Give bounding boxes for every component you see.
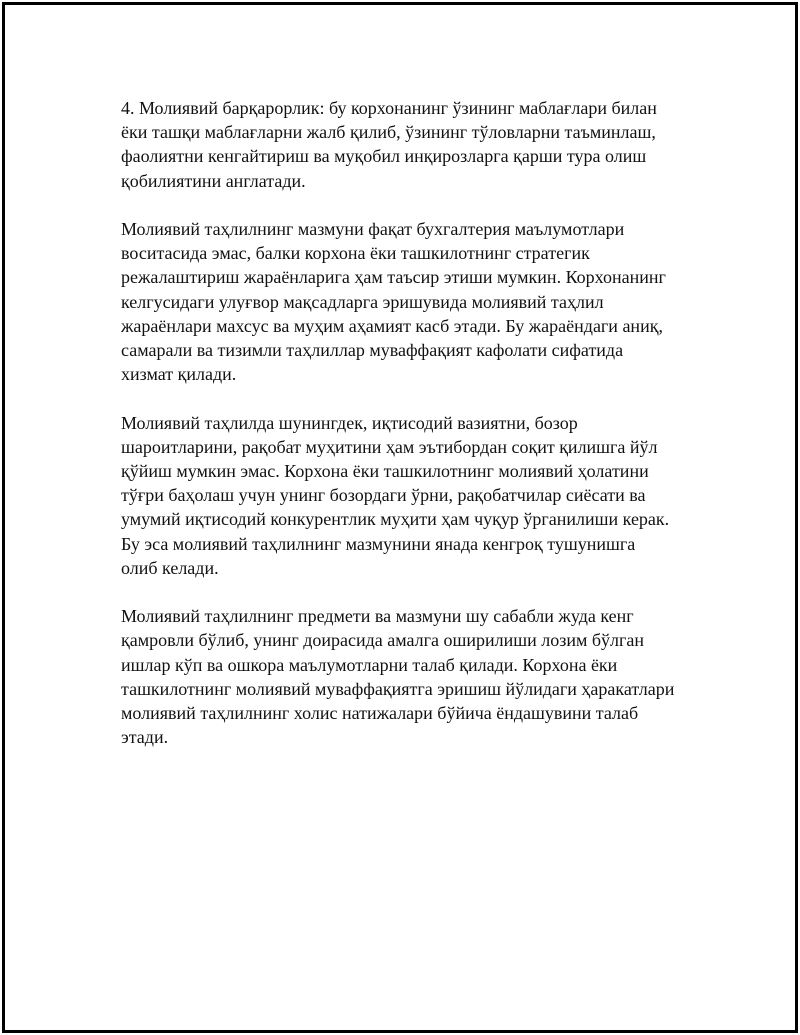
- text-line: режалаштириш жараёнларига ҳам таъсир этиши мумкин. Корхонанинг: [121, 267, 666, 288]
- text-line: Молиявий таҳлилнинг мазмуни фақат бухгалтерия маълумотлари: [121, 219, 625, 239]
- text-line: олиб келади.: [121, 557, 219, 578]
- text-line: келгусидаги улуғвор мақсадларга эришувида молиявий таҳлил: [121, 291, 604, 312]
- text-line: Бу эса молиявий таҳлилнинг мазмунини янада кенгроқ тушунишга: [121, 533, 636, 554]
- paragraph-analysis-subject: [121, 604, 701, 749]
- paragraph-analysis-content: [121, 217, 701, 386]
- text-line: молиявий таҳлилнинг холис натижалари бўйича ёндашувини талаб: [121, 703, 639, 724]
- text-line: ташкилотнинг молиявий муваффақиятга эришиш йўлидаги ҳаракатлари: [121, 678, 675, 699]
- text-line: Молиявий таҳлилда шунингдек, иқтисодий вазиятни, бозор: [121, 412, 578, 433]
- document-body: [121, 96, 701, 774]
- text-line: қобилиятини англатади.: [121, 170, 306, 191]
- text-line: жараёнлари махсус ва муҳим аҳамият касб этади. Бу жараёндаги аниқ,: [121, 315, 663, 336]
- text-line: этади.: [121, 727, 169, 748]
- text-line: шароитларини, рақобат муҳитини ҳам эътибордан соқит қилишга йўл: [121, 436, 658, 457]
- text-line: умумий иқтисодий конкурентлик муҳити ҳам чуқур ўрганилиши керак.: [121, 509, 670, 530]
- text-line: воситасида эмас, балки корхона ёки ташкилотнинг стратегик: [121, 243, 590, 264]
- text-line: қўйиш мумкин эмас. Корхона ёки ташкилотнинг молиявий ҳолатини: [121, 461, 649, 482]
- text-line: тўғри баҳолаш учун унинг бозордаги ўрни, рақобатчилар сиёсати ва: [121, 485, 646, 506]
- text-line: хизмат қилади.: [121, 364, 237, 385]
- text-line: Молиявий таҳлилнинг предмети ва мазмуни шу сабабли жуда кенг: [121, 606, 634, 627]
- text-line: фаолиятни кенгайтириш ва муқобил инқирозларга қарши тура олиш: [121, 146, 647, 167]
- paragraph-financial-stability: [121, 96, 701, 193]
- text-line: самарали ва тизимли таҳлиллар муваффақият кафолати сифатида: [121, 340, 624, 361]
- page-frame: [2, 2, 798, 1033]
- text-line: ёки ташқи маблағларни жалб қилиб, ўзининг тўловларни таъминлаш,: [121, 122, 656, 143]
- paragraph-market-conditions: [121, 411, 701, 580]
- text-line: қамровли бўлиб, унинг доирасида амалга оширилиши лозим бўлган: [121, 630, 645, 651]
- text-line: ишлар кўп ва ошкора маълумотларни талаб қилади. Корхона ёки: [121, 654, 618, 675]
- text-line: 4. Молиявий барқарорлик: бу корхонанинг ўзининг маблағлари билан: [121, 98, 657, 118]
